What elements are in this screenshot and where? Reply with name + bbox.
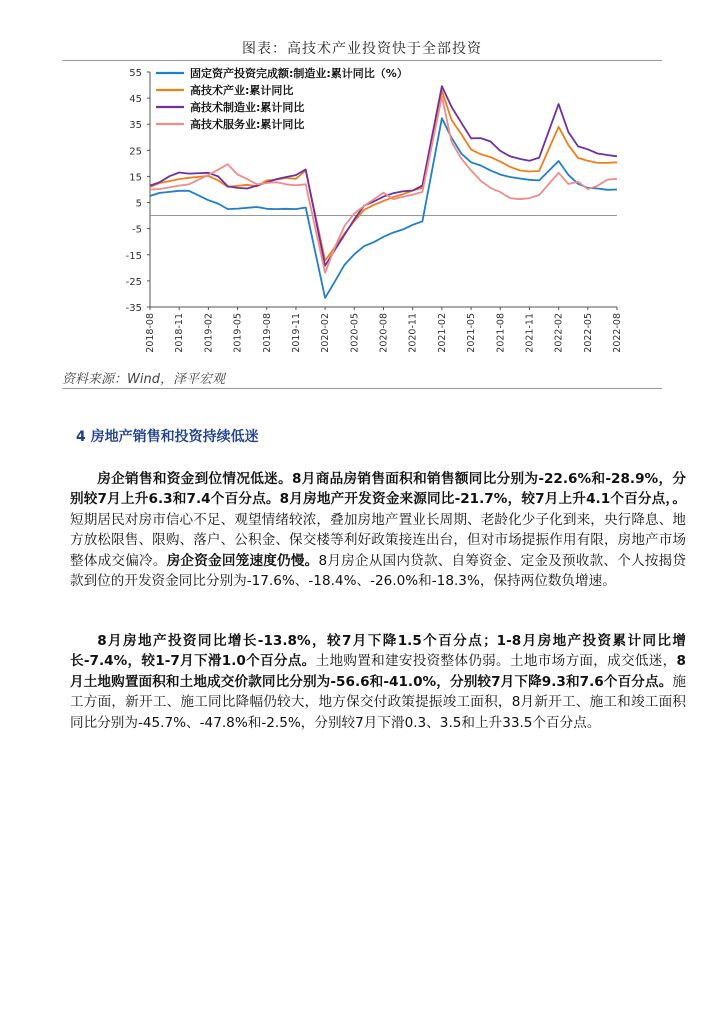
y-tick-label: 15: [129, 172, 142, 184]
legend-label-2: 高技术产业:累计同比: [190, 84, 294, 97]
x-tick-label: 2018-08: [145, 313, 156, 353]
section-title: 房地产销售和投资持续低迷: [90, 429, 259, 445]
legend-label-4: 高技术服务业:累计同比: [190, 118, 305, 131]
x-tick-label: 2018-11: [174, 313, 186, 353]
para2-run-2: 土地购置和建安投资整体仍弱。土地市场方面，成交低迷，: [315, 653, 677, 670]
x-tick-label: 2021-08: [495, 313, 507, 353]
paragraph-1: [70, 469, 686, 591]
para1-run-2: 短期居民对房市信心不足、观望情绪较浓，叠加房地产置业长周期、老龄化少子化到来，央行降息、地方放松限售、限购、落户、公积金、保交楼等利好政策接连出台，但对市场提振作用有限，房地产市场整体成交偏冷。: [70, 511, 686, 569]
chart-legend: [156, 66, 408, 131]
para1-run-1: 房企销售和资金到位情况低迷。8月商品房销售面积和销售额同比分别为-22.6%和-28.9%，分别较7月上升6.3和7.4个百分点。8月房地产开发资金来源同比-21.7%，较7月上升4.1个百分点，。: [70, 471, 686, 508]
x-tick-label: 2020-11: [407, 313, 419, 353]
x-tick-label: 2019-11: [290, 313, 302, 353]
series-line-2: [150, 91, 617, 261]
x-tick-label: 2020-05: [349, 313, 361, 353]
line-chart: [62, 62, 662, 364]
series-line-1: [150, 118, 617, 298]
x-tick-label: 2020-02: [320, 313, 332, 353]
x-tick-label: 2021-11: [524, 313, 536, 353]
y-tick-label: -25: [125, 276, 142, 288]
y-tick-label: -5: [132, 224, 142, 236]
para1-run-3: 房企资金回笼速度仍慢。: [166, 552, 319, 569]
x-tick-label: 2022-02: [553, 313, 565, 353]
source-note: 资料来源：Wind，泽平宏观: [62, 372, 225, 387]
title-divider: [62, 60, 662, 61]
source-divider: [62, 388, 662, 389]
para2-run-4: 施工方面，新开工、施工同比降幅仍较大，地方保交付政策提振竣工面积，8月新开工、施工和竣工面积同比分别为-45.7%、-47.8%和-2.5%，分别较7月下滑0.3、3.5和上升33.5个百分点。: [70, 673, 686, 731]
paragraph-2: [70, 631, 686, 733]
para2-run-1: 8月房地产投资同比增长-13.8%，较7月下降1.5个百分点；1-8月房地产投资累计同比增长-7.4%，较1-7月下滑1.0个百分点。: [70, 633, 686, 670]
section-number: 4: [76, 429, 86, 445]
x-tick-label: 2022-05: [582, 313, 594, 353]
x-tick-label: 2022-08: [612, 313, 623, 353]
x-tick-label: 2019-08: [261, 313, 273, 353]
x-tick-label: 2021-02: [436, 313, 448, 353]
y-tick-label: 45: [129, 94, 142, 106]
section-heading: [76, 426, 259, 446]
x-tick-label: 2020-08: [378, 313, 390, 353]
figure-title: 图表：高技术产业投资快于全部投资: [242, 41, 482, 57]
para2-run-3: 8月土地购置面积和土地成交价款同比分别为-56.6和-41.0%，分别较7月下降9.3和7.6个百分点。: [70, 653, 687, 690]
y-tick-label: 55: [129, 68, 142, 79]
y-tick-label: -35: [125, 303, 142, 314]
y-tick-label: 35: [129, 120, 142, 132]
x-tick-label: 2019-02: [203, 313, 215, 353]
para1-run-4: 8月房企从国内贷款、自筹资金、定金及预收款、个人按揭贷款到位的开发资金同比分别为-17.6%、-18.4%、-26.0%和-18.3%，保持两位数负增速。: [70, 552, 687, 590]
y-tick-label: -15: [125, 250, 142, 262]
legend-label-1: 固定资产投资完成额:制造业:累计同比（%）: [190, 67, 408, 80]
y-tick-label: 25: [129, 146, 142, 158]
y-tick-label: 5: [135, 198, 142, 210]
legend-label-3: 高技术制造业:累计同比: [190, 101, 305, 114]
x-tick-label: 2021-05: [466, 313, 478, 353]
x-tick-label: 2019-05: [232, 313, 244, 353]
